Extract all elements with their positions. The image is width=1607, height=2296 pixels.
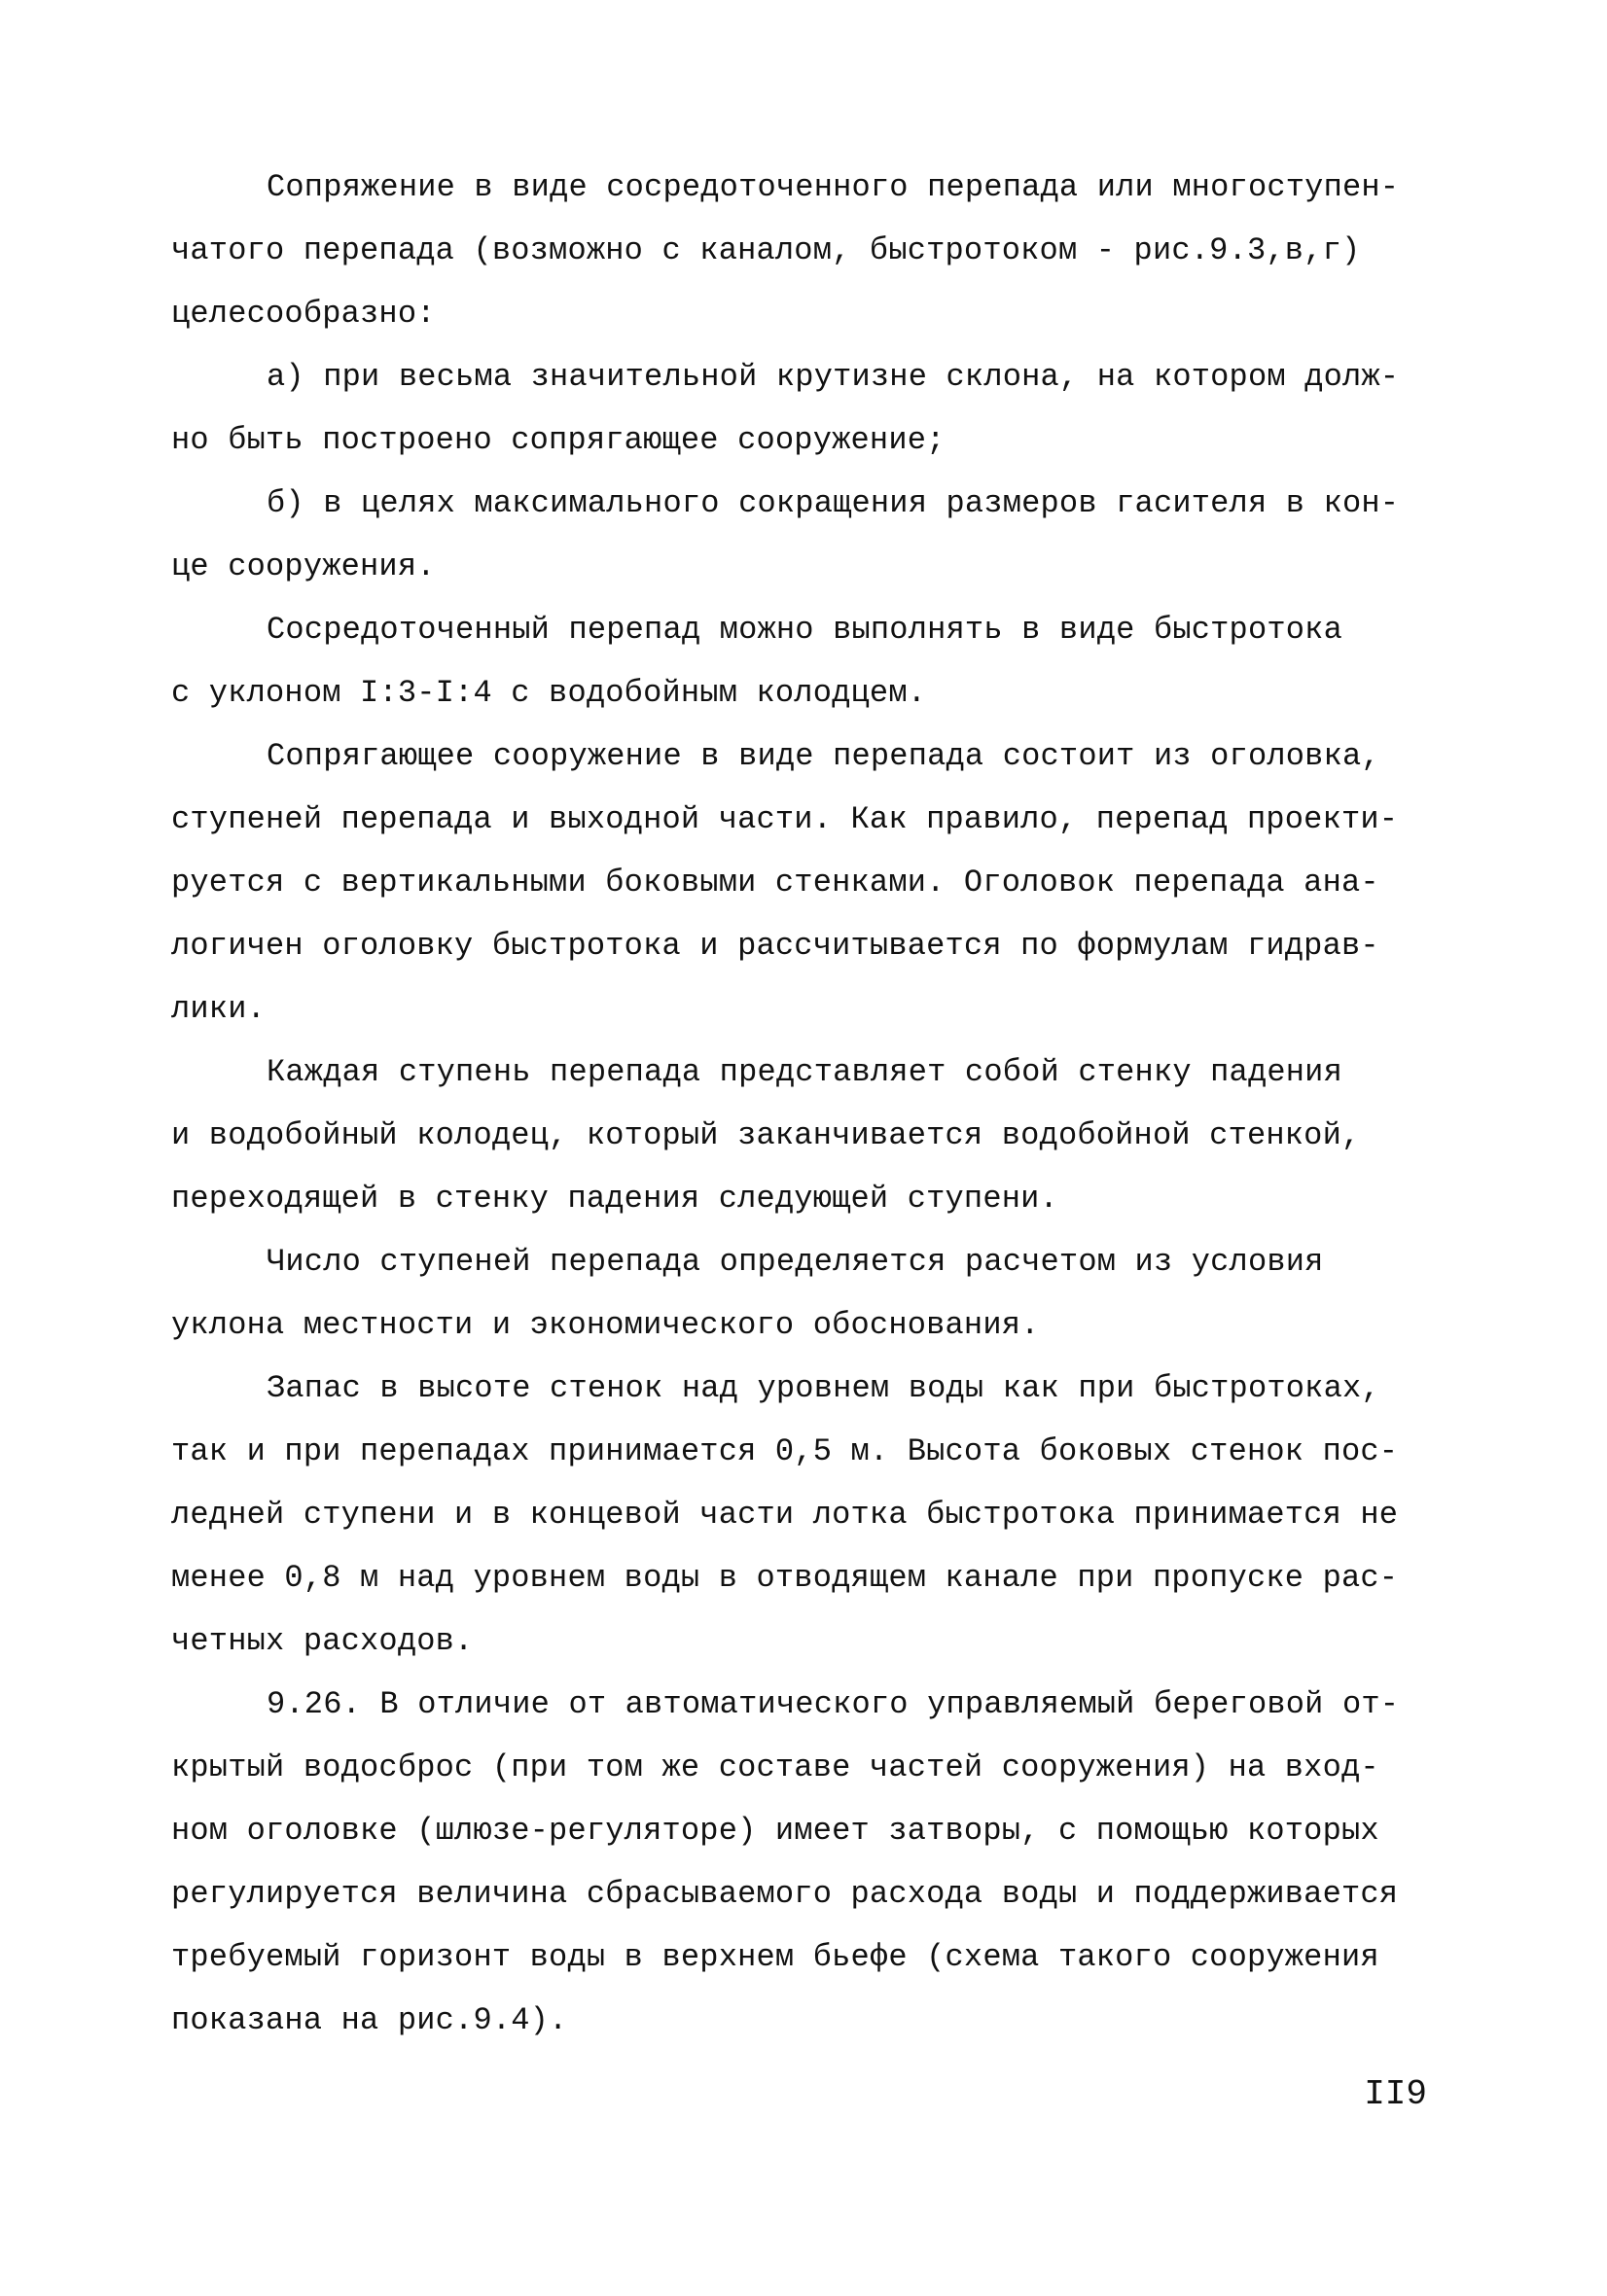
text-line: Число ступеней перепада определяется расчетом из условия: [267, 1244, 1324, 1280]
text-line: лики.: [171, 991, 267, 1027]
page-number: II9: [1364, 2074, 1427, 2114]
text-line: б) в целях максимального сокращения размеров гасителя в кон-: [267, 485, 1400, 521]
text-line: показана на рис.9.4).: [171, 2002, 568, 2038]
text-line: логичен оголовку быстротока и рассчитывается по формулам гидрав-: [171, 928, 1379, 964]
text-line: менее 0,8 м над уровнем воды в отводящем канале при пропуске рас-: [171, 1560, 1399, 1596]
paragraph-3: [171, 472, 1426, 598]
body-text: [171, 156, 1426, 2052]
text-line: ном оголовке (шлюзе-регуляторе) имеет затворы, с помощью которых: [171, 1813, 1379, 1849]
text-line: регулируется величина сбрасываемого расхода воды и поддерживается: [171, 1876, 1399, 1912]
text-line: Сосредоточенный перепад можно выполнять в виде быстротока: [267, 612, 1342, 648]
text-line: а) при весьма значительной крутизне склона, на котором долж-: [267, 359, 1400, 395]
text-line: но быть построено сопрягающее сооружение;: [171, 422, 946, 458]
text-line: ледней ступени и в концевой части лотка быстротока принимается не: [171, 1497, 1399, 1533]
text-line: Сопряжение в виде сосредоточенного перепада или многоступен-: [267, 169, 1400, 205]
paragraph-4: [171, 598, 1426, 724]
text-line: Сопрягающее сооружение в виде перепада состоит из оголовка,: [267, 738, 1380, 774]
text-line: крытый водосброс (при том же составе частей сооружения) на вход-: [171, 1749, 1379, 1785]
text-line: це сооружения.: [171, 548, 436, 584]
text-line: переходящей в стенку падения следующей ступени.: [171, 1181, 1058, 1217]
text-line: Каждая ступень перепада представляет собой стенку падения: [267, 1054, 1342, 1090]
text-line: так и при перепадах принимается 0,5 м. Высота боковых стенок пос-: [171, 1433, 1399, 1469]
paragraph-1: [171, 156, 1426, 345]
text-line: руется с вертикальными боковыми стенками. Оголовок перепада ана-: [171, 865, 1379, 901]
paragraph-2: [171, 345, 1426, 472]
text-line: уклона местности и экономического обоснования.: [171, 1307, 1040, 1343]
text-line: ступеней перепада и выходной части. Как правило, перепад проекти-: [171, 801, 1399, 837]
text-line: чатого перепада (возможно с каналом, быстротоком - рис.9.3,в,г): [171, 232, 1361, 268]
text-line: Запас в высоте стенок над уровнем воды как при быстротоках,: [267, 1370, 1380, 1406]
text-line: с уклоном I:3-I:4 с водобойным колодцем.: [171, 675, 927, 711]
paragraph-6: [171, 1041, 1426, 1230]
paragraph-8: [171, 1357, 1426, 1673]
text-line: и водобойный колодец, который заканчивается водобойной стенкой,: [171, 1117, 1361, 1153]
text-line: четных расходов.: [171, 1623, 474, 1659]
text-line: требуемый горизонт воды в верхнем бьефе (схема такого сооружения: [171, 1939, 1379, 1975]
paragraph-5: [171, 724, 1426, 1041]
text-line: 9.26. В отличие от автоматического управляемый береговой от-: [267, 1686, 1400, 1722]
paragraph-7: [171, 1230, 1426, 1357]
text-line: целесообразно:: [171, 296, 436, 332]
paragraph-9: [171, 1673, 1426, 2052]
